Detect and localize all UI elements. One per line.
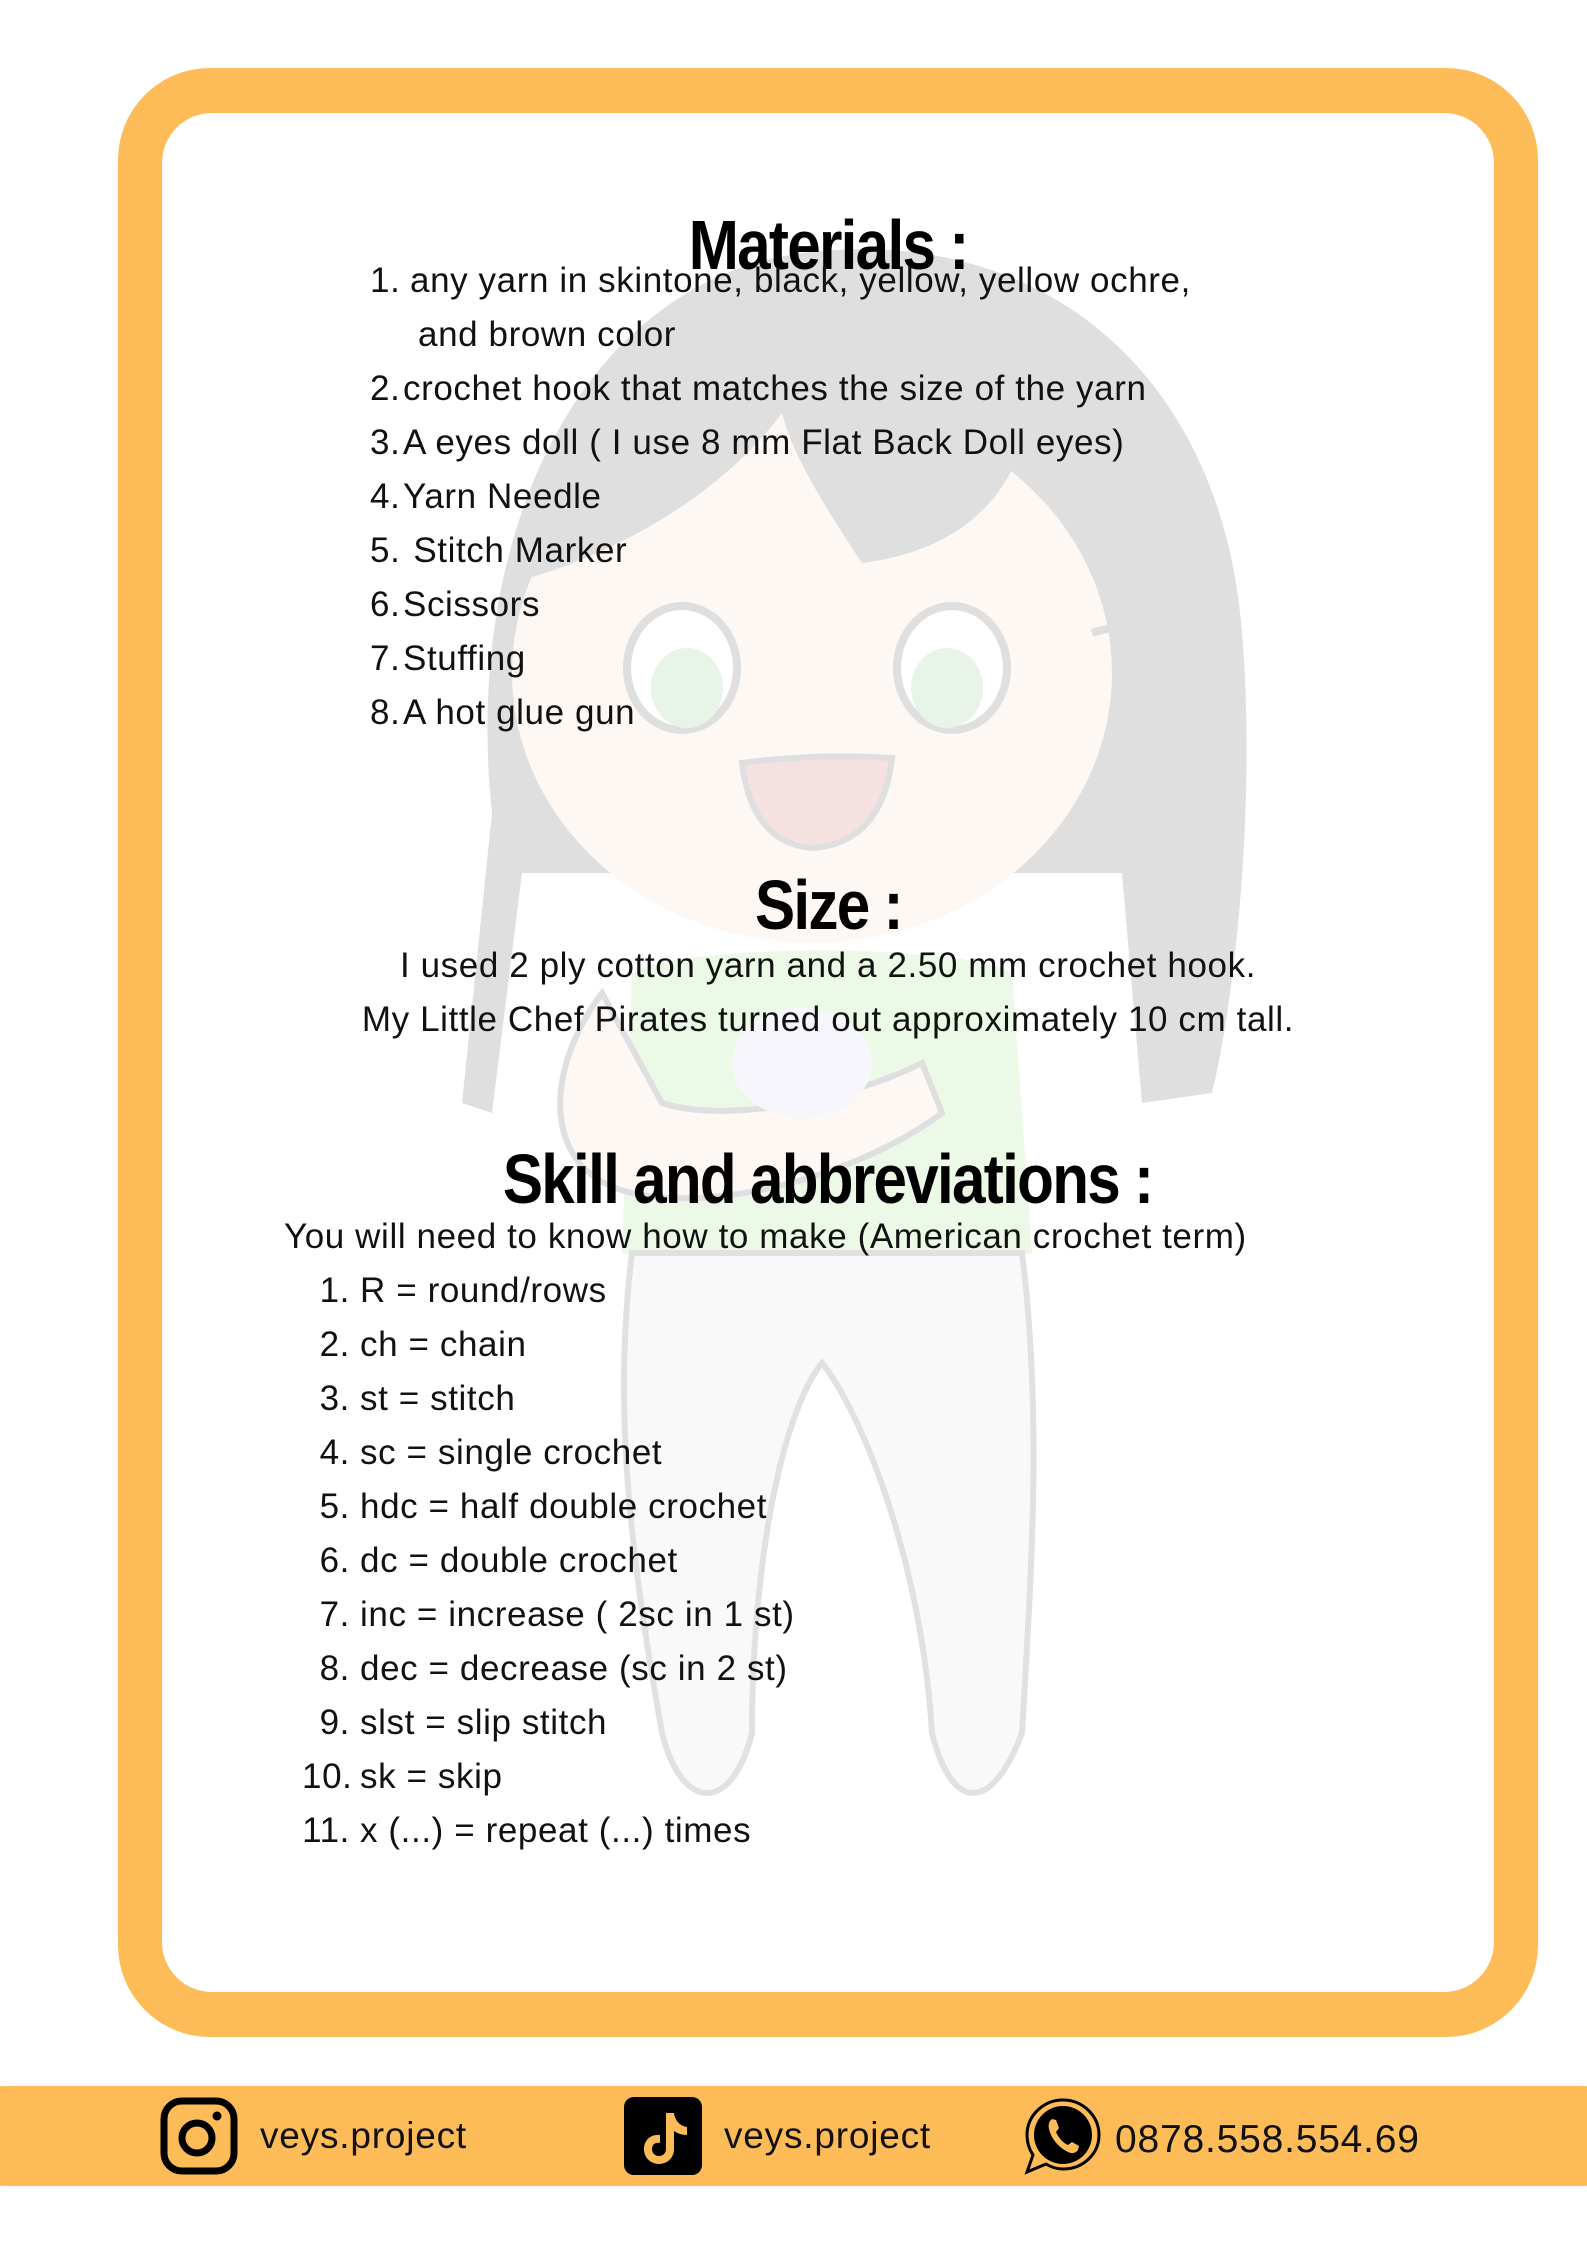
- materials-item-5: 5. Stitch Marker: [370, 524, 1191, 578]
- skills-heading: Skill and abbreviations :: [503, 1140, 1153, 1218]
- skills-item: 6. dc = double crochet: [319, 1541, 678, 1580]
- materials-item-text: A hot glue gun: [403, 693, 636, 732]
- materials-item-2: 2. crochet hook that matches the size of the yarn: [370, 362, 1191, 416]
- tiktok-handle: veys.project: [724, 2115, 932, 2156]
- materials-item-3: 3. A eyes doll ( I use 8 mm Flat Back Doll eyes): [370, 416, 1191, 470]
- whatsapp-icon: [1023, 2097, 1101, 2175]
- materials-item-text: Stuffing: [403, 639, 526, 678]
- skills-item: 3. st = stitch: [319, 1379, 516, 1418]
- size-line-2: My Little Chef Pirates turned out approximately 10 cm tall.: [361, 1000, 1295, 1039]
- skills-item: 10. sk = skip: [302, 1757, 503, 1796]
- skills-item: 9. slst = slip stitch: [319, 1703, 608, 1742]
- materials-item-6: 6. Scissors: [370, 578, 1191, 632]
- materials-item-text: Stitch Marker: [403, 531, 628, 570]
- skills-item: 4. sc = single crochet: [319, 1433, 663, 1472]
- skills-item: 11. x (...) = repeat (...) times: [302, 1811, 752, 1850]
- orange-frame: [118, 68, 1538, 2037]
- skills-item: 7. inc = increase ( 2sc in 1 st): [319, 1595, 795, 1634]
- materials-item-7: 7. Stuffing: [370, 632, 1191, 686]
- materials-item-text: crochet hook that matches the size of the yarn: [403, 369, 1147, 408]
- tiktok-link[interactable]: [624, 2086, 931, 2186]
- skills-item: 2. ch = chain: [319, 1325, 527, 1364]
- skills-intro: You will need to know how to make (American crochet term): [284, 1217, 1247, 1256]
- materials-list: [370, 254, 1191, 740]
- instagram-handle: veys.project: [260, 2115, 468, 2156]
- skills-item: 1. R = round/rows: [319, 1271, 607, 1310]
- materials-item-1: 1. any yarn in skintone, black, yellow, yellow ochre,: [370, 254, 1191, 308]
- materials-item-text: any yarn in skintone, black, yellow, yellow ochre,: [410, 261, 1191, 300]
- skills-item: 5. hdc = half double crochet: [319, 1487, 768, 1526]
- materials-item-1-continued: [370, 308, 1191, 362]
- skills-item: 8. dec = decrease (sc in 2 st): [319, 1649, 788, 1688]
- tiktok-icon: [624, 2097, 702, 2175]
- instagram-icon: [160, 2097, 238, 2175]
- materials-item-text: A eyes doll ( I use 8 mm Flat Back Doll eyes): [403, 423, 1125, 462]
- whatsapp-link[interactable]: [1023, 2086, 1420, 2186]
- materials-heading: Materials :: [688, 206, 968, 284]
- materials-item-4: 4. Yarn Needle: [370, 470, 1191, 524]
- skills-list: [302, 1264, 795, 1858]
- materials-item-text: and brown color: [418, 315, 677, 354]
- whatsapp-phone: 0878.558.554.69: [1115, 2118, 1420, 2161]
- content-card: [162, 113, 1494, 1992]
- materials-item-8: 8. A hot glue gun: [370, 686, 1191, 740]
- size-line-1: I used 2 ply cotton yarn and a 2.50 mm crochet hook.: [399, 946, 1257, 985]
- materials-item-text: Yarn Needle: [403, 477, 602, 516]
- contact-footer: [0, 2086, 1587, 2186]
- instagram-link[interactable]: [160, 2086, 467, 2186]
- materials-item-text: Scissors: [403, 585, 541, 624]
- size-heading: Size :: [754, 866, 902, 944]
